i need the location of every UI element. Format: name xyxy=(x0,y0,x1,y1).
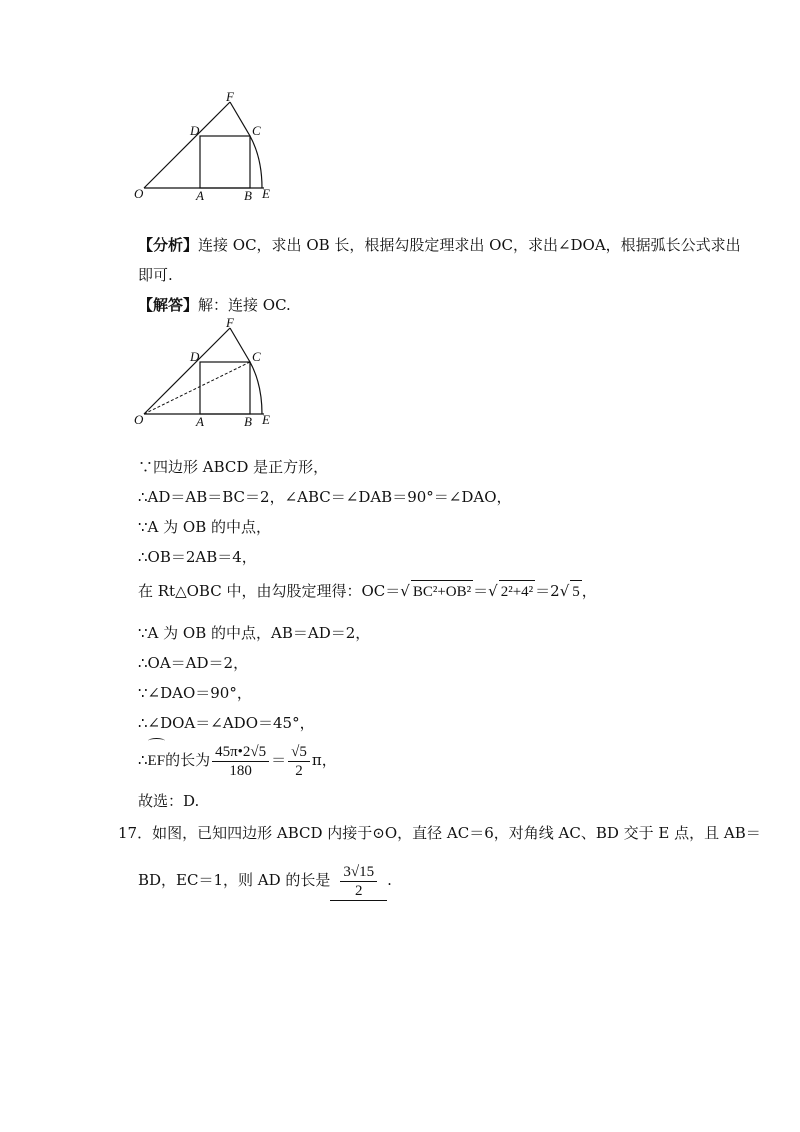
solution-step-8: ∵∠DAO＝90°， xyxy=(138,684,252,702)
solution-step-6: ∵A 为 OB 的中点，AB＝AD＝2， xyxy=(138,624,371,642)
step10-fraction-2 xyxy=(288,743,310,780)
step5-eq-1: ＝ xyxy=(473,582,489,600)
solution-step-9: ∴∠DOA＝∠ADO＝45°， xyxy=(138,714,315,732)
fig2-dashed-oc xyxy=(144,362,250,414)
step10-denominator-2: 2 xyxy=(295,762,303,779)
step10-fraction-1 xyxy=(212,743,269,780)
step10-mid: 的长为 xyxy=(165,751,211,769)
fig2-label-d: D xyxy=(190,349,200,364)
question-17-line-1 xyxy=(118,822,761,844)
question-17-number: 17． xyxy=(118,824,153,842)
analysis-line-1 xyxy=(138,234,741,256)
fig1-label-a: A xyxy=(196,188,204,202)
step5-radicand-1: BC²+OB² xyxy=(411,580,473,603)
step10-denominator-1: 180 xyxy=(229,762,252,779)
step10-prefix: ∴ xyxy=(138,751,148,769)
step5-end: ， xyxy=(581,582,597,600)
fig1-line-fc xyxy=(230,102,250,136)
solution-step-4: ∴OB＝2AB＝4， xyxy=(138,548,257,566)
fig2-arc xyxy=(250,362,262,414)
fig2-line-of xyxy=(144,328,230,414)
analysis-line-2: 即可. xyxy=(138,266,173,284)
answer-fraction xyxy=(340,863,377,900)
question-17-end: . xyxy=(387,871,392,889)
fig2-label-c: C xyxy=(252,349,261,364)
step10-numerator-1: 45π•2√5 xyxy=(212,743,269,762)
step5-eq-2: ＝2 xyxy=(535,582,560,600)
answer-denominator: 2 xyxy=(355,882,363,899)
step5-prefix: 在 Rt△OBC 中，由勾股定理得：OC＝ xyxy=(138,582,401,600)
fig2-label-f: F xyxy=(226,318,234,330)
figure-square-arc-1 xyxy=(134,92,284,202)
fig2-line-fc xyxy=(230,328,250,362)
fig2-square xyxy=(200,362,250,414)
fig1-label-e: E xyxy=(262,186,270,201)
step5-radicand-3: 5 xyxy=(570,580,582,603)
analysis-tag: 【分析】 xyxy=(138,236,199,254)
fig1-label-f: F xyxy=(226,92,234,104)
fig2-label-o: O xyxy=(134,412,144,427)
step5-radicand-2: 2²+4² xyxy=(499,580,535,603)
figure-2-svg xyxy=(134,318,284,428)
fig1-label-c: C xyxy=(252,123,261,138)
sqrt-symbol-2: √ xyxy=(488,582,498,600)
fig1-label-b: B xyxy=(244,188,252,202)
fig2-label-e: E xyxy=(262,412,270,427)
question-17-text-1: 如图，已知四边形 ABCD 内接于⊙O，直径 AC＝6，对角线 AC、BD 交于 E 点，且 AB＝ xyxy=(152,824,761,842)
analysis-text-1: 连接 OC，求出 OB 长，根据勾股定理求出 OC，求出∠DOA，根据弧长公式求出 xyxy=(198,236,741,254)
sqrt-symbol-3: √ xyxy=(559,582,570,600)
step10-numerator-2: √5 xyxy=(288,743,310,762)
fig2-label-a: A xyxy=(196,414,204,428)
solution-step-3: ∵A 为 OB 的中点， xyxy=(138,518,272,536)
solution-step-1: ∵四边形 ABCD 是正方形， xyxy=(138,458,329,476)
question-17-text-2: BD，EC＝1，则 AD 的长是 xyxy=(138,871,331,889)
fig1-label-o: O xyxy=(134,186,144,201)
solution-intro: 解：连接 OC. xyxy=(198,296,291,314)
solution-step-11: 故选：D. xyxy=(138,792,200,810)
question-17-line-2 xyxy=(138,860,392,901)
fig1-square xyxy=(200,136,250,188)
step10-eq: ＝ xyxy=(271,751,287,769)
step10-end: π， xyxy=(311,751,337,769)
sqrt-symbol-1: √ xyxy=(400,582,410,600)
fig2-label-b: B xyxy=(244,414,252,428)
answer-numerator: 3√15 xyxy=(340,863,377,882)
solution-intro-line xyxy=(138,294,291,316)
figure-1-svg xyxy=(134,92,284,202)
solution-tag: 【解答】 xyxy=(138,296,199,314)
fig1-arc xyxy=(250,136,262,188)
figure-square-arc-2 xyxy=(134,318,284,428)
fig1-label-d: D xyxy=(190,123,200,138)
question-17-answer xyxy=(330,860,387,901)
fig1-line-of xyxy=(144,102,230,188)
solution-step-10 xyxy=(138,740,337,781)
step10-arc-ef: EF xyxy=(148,741,166,781)
solution-step-5 xyxy=(138,580,597,603)
solution-step-7: ∴OA＝AD＝2， xyxy=(138,654,249,672)
solution-step-2: ∴AD＝AB＝BC＝2，∠ABC＝∠DAB＝90°＝∠DAO， xyxy=(138,488,512,506)
